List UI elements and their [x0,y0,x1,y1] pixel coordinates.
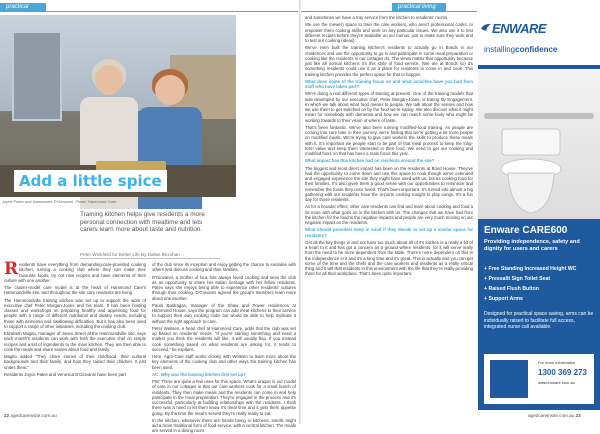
paragraph: That's been fantastic. We've also been running modified-food training. As people are coming into care later in their journey, we're finding that we're getting a lot more people on modified meals. We're trying to give care workers the skills to produce these meals with it. It's important we people start to be part of that meal process to keep the long-term value and keep them interested in their food. We need to get our cooking and modified food, so that has been a main focus this year. [305,124,473,156]
ad-feature: + Support Arms [484,294,596,304]
paragraph: Residents Joyce Pates and Veronica D'Giovanni have been part [4,371,126,377]
ad-feature-list [484,264,596,304]
article-column-1 [4,259,146,410]
footer-left: 22 agedcareinsite.com.au [4,413,57,418]
ad-feature: + Free Standing Increased Height WC [484,264,596,274]
header-rule-left [0,11,298,12]
paragraph: PW: There are quite a few uses for this space. What's unique is our model of care in our cottages is that our care workers cook for a small bunch of residents. They then make meals and the residents can come in and help participate in the meal preparation. They're engaged in the process and it's successful, particularly at building relationships with the residents. I think there was a need to let them know it's meal time and it gets them appetite going. By the time the meal's served they're really ready to eat. [152,379,296,416]
drop-cap: R [4,259,19,279]
ad-body: Designed for practical space saving, arms can be individually raised to facilitate full access, integrated nurse call available. [484,311,594,330]
subheading: AC: Why was the training kitchen first set up? [152,371,246,377]
footer-right: agedcareinsite.com.au 23 [528,413,581,418]
ad-header [478,15,600,67]
ad-feature: + Pressalit Sign Toilet Seat [484,274,596,284]
ad-brand: ENWARE [492,21,547,36]
ad-product-name: Enware CARE600 [484,225,568,236]
enware-bird-icon [480,21,492,33]
ad-website-link[interactable]: www.enware.com.au [538,380,575,385]
paragraph: Get all the key things in and not have too much about all of it's kitchen is a really a bit of a heart to it and has got a concern as a ground where residents, for it will serve really from the need to be more dependent from the table. There's more dependent on this in the independence in it and it's a long time and it's great. This is actually and you can get some of the time and the chefs and the care workers and residents as a really critical thing and it will that residents in this environment with the life that they're really providing there for all their workplace. That's been quite important. [305,239,473,277]
paragraph: The cluster-model care model is at the heart of Hammond Care's Hammondville site, and throughout the site care residents are living. [4,285,146,296]
subheading: What impact has this kitchen had on residents around the site? [305,158,435,164]
paragraph: The Hammondville training kitchen was set up to support the work of executive chef Peter Morgan-Jones and his team. It has been hosting classes and workshops on preparing healthy and appetising food for people with a range of different nutritional and dietary needs, including those with dementia and swallowing difficulties. But it has also been used to support a range of other initiatives, including the cooking club. [4,297,146,329]
ad-info-label: For more information [538,360,576,365]
ad-feature: + Raised Flush Button [484,284,596,294]
article-column-2 [152,262,296,434]
ad-subheading: Providing independence, safety and dignity for users and carers [484,239,580,252]
ad-tagline: installingconfidence [484,45,558,54]
standfirst: Training kitchen helps give residents a more personal connection with mealtime and lets carers learn more about taste and nutrition. [80,211,205,234]
section-tab-left: practical [0,3,46,12]
paragraph: In the kitchen, whenever there are hands being in kitchens, smells might aid a more traditional form of food service, with a central kitchen. The meals are served in a dining room [152,417,296,434]
paragraph: D'Giovanni, a mother of four, has always loved cooking and sees the club as an opportunity to share her Italian heritage with her fellow residents. Pates says she enjoys being able to experience other residents' cultures through their cooking. D'Giovanni agreed the group's members learn more about one another. [152,274,296,301]
paragraph: and sometimes we have a tray service from the kitchen to residents' rooms. [305,15,449,20]
ad-logo-block [490,360,528,398]
article-column-3 [305,15,473,409]
standfirst-rule [80,258,220,259]
paragraph: We're doing a real different types of training at present. One of the training models that was developed by our executive chef, Peter Morgan-Jones, is Eating By Engagement. In which we talk about what food means to people. We talk about the senses and how we use them to get switched on by the food we're eating. We also discuss what it might mean for somebody with dementia and how we can match some body who might be working towards to their vision of where of taste. [305,91,473,123]
photo-caption: Joyce Pates and Nammaree D'Giovanni. Photo: Hammond Care [2,199,117,204]
subheading: What should providers keep in mind if they decide to set up a similar space for residents? [305,227,473,238]
paragraph: We use the (newer) space to train the care workers, who aren't professional cooks, to empower them cooking skills and work on any particular issues. We also use it to test different recipes before they're available on our menus, just to make sure they work and to test our cooking (ideas). [305,22,473,43]
paragraph: of the club since its inception and enjoy getting the chance to socialise with others and discuss cooking and their families. [152,262,296,273]
paragraph: Elizabeth Magito, manager of Jones Street at the Hammondville site, says each month's residents can work with both the executive chef on simple recipes and a list of ingredients to the main kitchen. They are then able to cook the meals and share stories about food and family. [4,331,146,352]
grab-bar [484,113,594,119]
paragraph: As for a broader effect, other care residents can find and learn about cooking and food a lot more with what goes on in the kitchen with us. The changes that we have had from the kitchen for the food is the negative impacts and people are very much moving on our negative impact on the residents. [305,204,473,225]
paragraph: The biggest and most direct impact has been on the residents at Bond House. They've had the opportunity to come down and use this space to cook though we've extended and engaged experience the site they might have used with us, but as cooking food for their families. It's also given them a good sense with our opportunities to reminisce and remember the foods they once loved. That's been important. It's turned into almost a big gathering with our residents have the in-ports cooking tonight to play songs. It's a fun day for those residents. [305,165,473,202]
paragraph: Magito added "They share stories of their childhood, their cultural backgrounds and their family, and how they raised their children. It just unites them." [4,354,146,370]
ad-phone: 1300 369 273 [538,368,587,377]
ad-product-photo [478,69,600,219]
paragraph: Here, Agro-Care staff works closely with Weltsen to learn more about the key elements of the cooking club and other ways the training kitchen has been used. [152,354,296,370]
paragraph: We've even built the training kitchen's residents to actually go in Bonds in our residences and use the opportunity to go in and participate in some meal preparation or cooking like the residents in our cottages do. The views matter that opportunity because just like all normal kitchens it's this style of food service. (We are at Bonds so) it's something residents could use it as a place for residents to come in and cook. This training kitchen provides the perfect space for that to happen. [305,45,473,77]
paragraph: Peter Weltsen, a head chef at Hammond Care, adds that the club was set up based on residents' needs: "If you're starting something and need a market you think the residents will like, it will usually flop. If you instead cook something based on what residents are asking for, it tends to succeed," he explains. [152,325,296,352]
section-tab-right: practical living [392,3,446,12]
byline: Peter Winkfield for Better Life By Dallas Bezuhan [80,252,180,257]
enware-advertisement [478,15,600,410]
subheading: What does some of the training focus on and what activities have you had from staff who have taken part? [305,78,473,89]
header-rule-right [301,11,477,12]
ad-contact-box [484,354,594,404]
paragraph: esidents have everything from demanding-care-provided cooking kitchen, turning a cooking club where they can make their favourite foods, try out new recipes and have elements of their culture with one another. [4,262,146,283]
toilet-icon [496,129,566,215]
feature-title: Add a little spice [14,170,167,192]
page-gutter [299,0,301,424]
paragraph: Paula Baldragan, manager of the Shaw and Power residences at Hammond House, says the program can add meal kitchens to their service to support their own cooking clubs but would be able to help replicate it without the right approach to care. [152,302,296,324]
